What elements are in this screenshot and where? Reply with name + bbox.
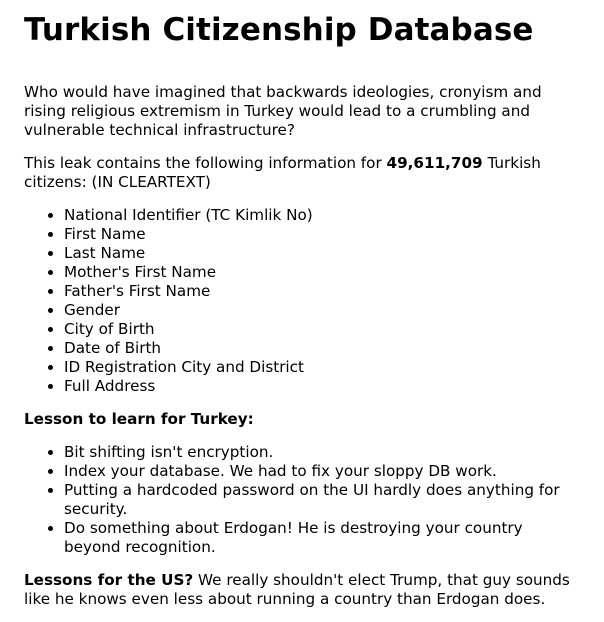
lesson-heading: Lesson to learn for Turkey: — [24, 410, 254, 428]
list-item: ID Registration City and District — [64, 358, 584, 377]
list-item: Index your database. We had to fix your sloppy DB work. — [64, 462, 584, 481]
list-item: Bit shifting isn't encryption. — [64, 443, 584, 462]
us-lesson-text: We really shouldn't elect Trump, that guy sounds like he knows even less about running a country than Erdogan does. — [24, 571, 570, 608]
list-item: Mother's First Name — [64, 263, 584, 282]
list-item: Last Name — [64, 244, 584, 263]
list-item: Putting a hardcoded password on the UI hardly does anything for security. — [64, 481, 584, 519]
list-item: First Name — [64, 225, 584, 244]
leak-summary — [24, 154, 584, 192]
page-title: Turkish Citizenship Database — [24, 12, 534, 48]
us-lesson-paragraph — [24, 571, 584, 609]
list-item: National Identifier (TC Kimlik No) — [64, 206, 584, 225]
lessons-list — [24, 443, 584, 557]
leak-suffix: Turkish citizens: (IN CLEARTEXT) — [24, 154, 541, 191]
list-item: Father's First Name — [64, 282, 584, 301]
list-item: Gender — [64, 301, 584, 320]
list-item: Date of Birth — [64, 339, 584, 358]
list-item: Do something about Erdogan! He is destroying your country beyond recognition. — [64, 519, 584, 557]
us-lesson-label: Lessons for the US? — [24, 571, 194, 589]
intro-paragraph: Who would have imagined that backwards ideologies, cronyism and rising religious extremism in Turkey would lead to a crumbling and vulnerable technical infrastructure? — [24, 83, 542, 139]
leaked-fields-list — [24, 206, 584, 396]
list-item: Full Address — [64, 377, 584, 396]
lessons-section — [24, 410, 584, 557]
list-item: City of Birth — [64, 320, 584, 339]
leak-prefix: This leak contains the following information for — [24, 154, 387, 172]
citizen-count: 49,611,709 — [386, 154, 483, 172]
